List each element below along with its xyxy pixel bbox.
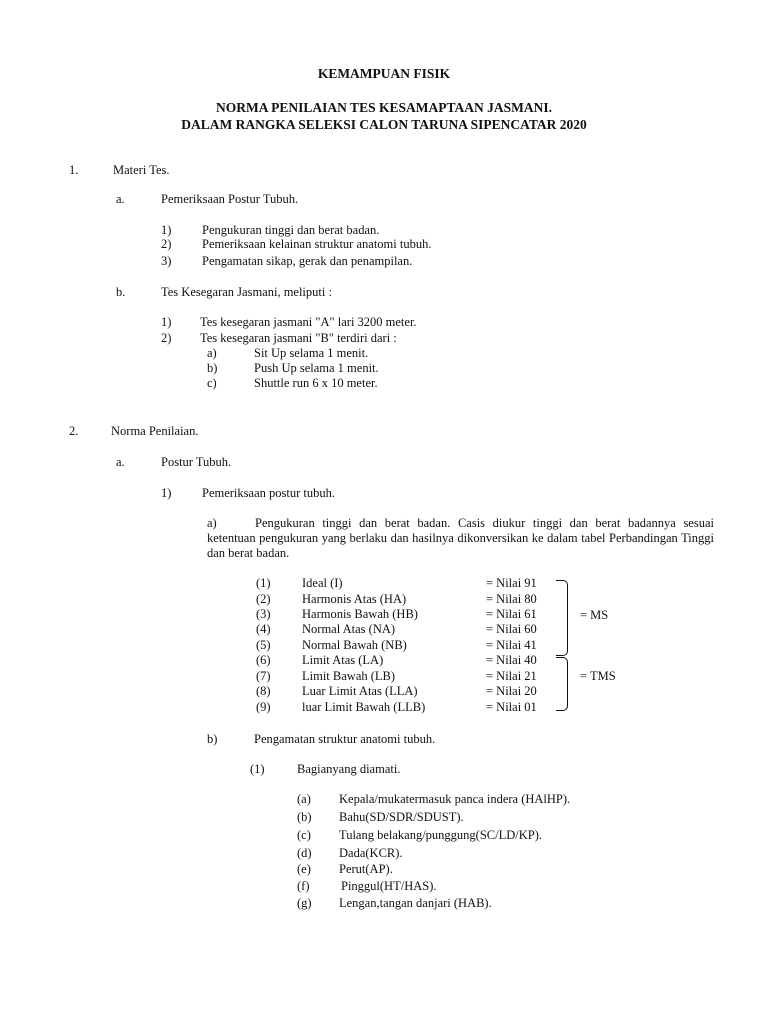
part-text: Bahu(SD/SDR/SDUST). [339,810,464,824]
list-item-number: 1) [161,223,172,237]
document-subtitle-1: NORMA PENILAIAN TES KESAMAPTAAN JASMANI. [216,100,552,115]
list-item-number: 3) [161,254,172,268]
paragraph-a-mark: a) [207,516,217,530]
sub-item-number: (1) [250,762,265,776]
tms-bracket [556,657,568,711]
rating-label: Ideal (I) [302,576,343,590]
rating-label: Limit Bawah (LB) [302,669,396,683]
rating-label: Normal Atas (NA) [302,622,396,636]
rating-number: (4) [256,622,271,636]
rating-label: Normal Bawah (NB) [302,638,407,652]
section-1a-mark: a. [116,192,125,206]
list-item-text: Tes kesegaran jasmani "B" terdiri dari : [200,331,397,345]
paragraph-b-text: Pengamatan struktur anatomi tubuh. [254,732,436,746]
paragraph-a-text: Pengukuran tinggi dan berat badan. Casis diukur tinggi dan berat badannya sesuai ketentuan pengukuran yang berlaku dan hasilnya dikonversikan ke dalam tabel Perbandingan Tinggi dan berat badan. [207,516,714,560]
sub-item-text: Sit Up selama 1 menit. [254,346,369,360]
ms-bracket [556,580,568,656]
part-text: Dada(KCR). [339,846,403,860]
group-tms-label: = TMS [580,669,616,683]
part-number: (a) [297,792,311,806]
rating-value: = Nilai 21 [486,669,537,683]
part-number: (c) [297,828,311,842]
list-item-text: Pemeriksaan kelainan struktur anatomi tubuh. [202,237,432,251]
list-item-text: Pemeriksaan postur tubuh. [202,486,335,500]
sub-item-number: a) [207,346,217,360]
part-number: (d) [297,846,312,860]
document-title: KEMAMPUAN FISIK [317,66,451,81]
part-number: (g) [297,896,312,910]
rating-value: = Nilai 20 [486,684,537,698]
section-2a-title: Postur Tubuh. [161,455,232,469]
rating-number: (2) [256,592,271,606]
sub-item-text: Shuttle run 6 x 10 meter. [254,376,378,390]
sub-item-text: Push Up selama 1 menit. [254,361,379,375]
sub-item-number: c) [207,376,217,390]
rating-number: (9) [256,700,271,714]
list-item-number: 2) [161,331,172,345]
list-item-number: 1) [161,315,172,329]
rating-value: = Nilai 41 [486,638,537,652]
rating-label: Harmonis Bawah (HB) [302,607,418,621]
group-ms-label: = MS [580,608,609,622]
part-text: Kepala/mukatermasuk panca indera (HAlHP). [339,792,571,806]
rating-value: = Nilai 01 [486,700,537,714]
rating-value: = Nilai 91 [486,576,537,590]
part-number: (b) [297,810,312,824]
part-text: Pinggul(HT/HAS). [341,879,437,893]
list-item-text: Pengamatan sikap, gerak dan penampilan. [202,254,413,268]
section-2-number: 2. [69,424,79,438]
document-subtitle-2: DALAM RANGKA SELEKSI CALON TARUNA SIPENCATAR 2020 [181,117,587,132]
section-1b-mark: b. [116,285,126,299]
rating-value: = Nilai 40 [486,653,537,667]
section-2-title: Norma Penilaian. [111,424,199,438]
part-text: Lengan,tangan danjari (HAB). [339,896,492,910]
section-1a-title: Pemeriksaan Postur Tubuh. [161,192,299,206]
rating-number: (5) [256,638,271,652]
rating-number: (1) [256,576,271,590]
section-2a-mark: a. [116,455,125,469]
rating-value: = Nilai 61 [486,607,537,621]
section-1-number: 1. [69,163,79,177]
part-number: (f) [297,879,310,893]
list-item-number: 1) [161,486,172,500]
rating-value: = Nilai 80 [486,592,537,606]
list-item-text: Tes kesegaran jasmani "A" lari 3200 meter. [200,315,417,329]
sub-item-number: b) [207,361,218,375]
rating-number: (3) [256,607,271,621]
rating-value: = Nilai 60 [486,622,537,636]
section-1-title: Materi Tes. [113,163,170,177]
section-1b-title: Tes Kesegaran Jasmani, meliputi : [161,285,332,299]
rating-label: luar Limit Bawah (LLB) [302,700,426,714]
part-text: Tulang belakang/punggung(SC/LD/KP). [339,828,543,842]
part-number: (e) [297,862,311,876]
rating-label: Limit Atas (LA) [302,653,384,667]
list-item-text: Pengukuran tinggi dan berat badan. [202,223,380,237]
sub-item-text: Bagianyang diamati. [297,762,401,776]
part-text: Perut(AP). [339,862,393,876]
list-item-number: 2) [161,237,172,251]
rating-number: (6) [256,653,271,667]
rating-number: (7) [256,669,271,683]
rating-label: Luar Limit Atas (LLA) [302,684,418,698]
rating-label: Harmonis Atas (HA) [302,592,407,606]
rating-number: (8) [256,684,271,698]
paragraph-b-mark: b) [207,732,218,746]
